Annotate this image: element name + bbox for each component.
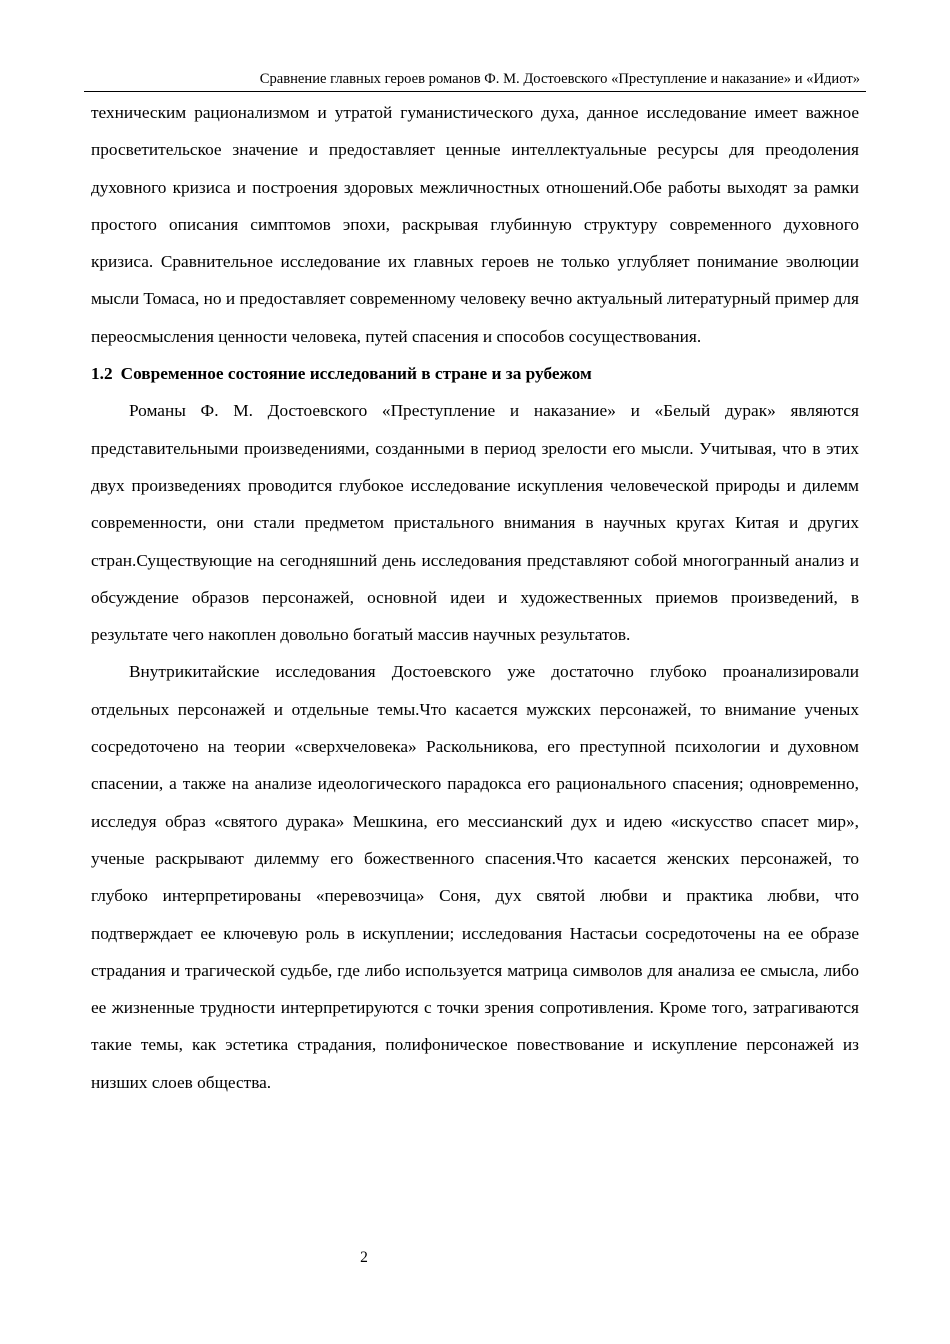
section-number: 1.2 <box>91 364 113 384</box>
running-header <box>84 70 866 92</box>
running-header-title: Сравнение главных героев романов Ф. М. Достоевского «Преступление и наказание» и «Идиот» <box>259 71 860 87</box>
paragraph-continuation: техническим рационализмом и утратой гуманистического духа, данное исследование имеет важное просветительское значение и предоставляет ценные интеллектуальные ресурсы для преодоления духовного кризиса и построения здоровых межличностных отношений.Обе работы выходят за рамки простого описания симптомов эпохи, раскрывая глубинную структуру современного духовного кризиса. Сравнительное исследование их главных героев не только углубляет понимание эволюции мысли Томаса, но и предоставляет современному человеку вечно актуальный литературный пример для переосмысления ценности человека, путей спасения и способов сосуществования. <box>91 103 859 346</box>
section-heading <box>91 355 859 392</box>
page-number: 2 <box>360 1249 368 1266</box>
paragraph: Романы Ф. М. Достоевского «Преступление и наказание» и «Белый дурак» являются представительными произведениями, созданными в период зрелости его мысли. Учитывая, что в этих двух произведениях проводится глубокое исследование искупления человеческой природы и дилемм современности, они стали предметом пристального внимания в научных кругах Китая и других стран.Существующие на сегодняшний день исследования представляют собой многогранный анализ и обсуждение образов персонажей, основной идеи и художественных приемов произведений, в результате чего накоплен довольно богатый массив научных результатов. <box>91 401 859 645</box>
body-text <box>91 94 859 1101</box>
paragraph: Внутрикитайские исследования Достоевского уже достаточно глубоко проанализировали отдельных персонажей и отдельные темы.Что касается мужских персонажей, то внимание ученых сосредоточено на теории «сверхчеловека» Раскольникова, его преступной психологии и духовном спасении, а также на анализе идеологического парадокса его рационального спасения; одновременно, исследуя образ «святого дурака» Мешкина, его мессианский дух и идею «искусство спасет мир», ученые раскрывают дилемму его божественного спасения.Что касается женских персонажей, то глубоко интерпретированы «перевозчица» Соня, дух святой любви и практика любви, что подтверждает ее ключевую роль в искуплении; исследования Настасьи сосредоточены на ее образе страдания и трагической судьбе, где либо используется матрица символов для анализа ее смысла, либо ее жизненные трудности интерпретируются с точки зрения сопротивления. Кроме того, затрагиваются такие темы, как эстетика страдания, полифоническое повествование и искупление персонажей из низших слоев общества. <box>91 662 859 1092</box>
section-title: Современное состояние исследований в стране и за рубежом <box>120 364 592 384</box>
